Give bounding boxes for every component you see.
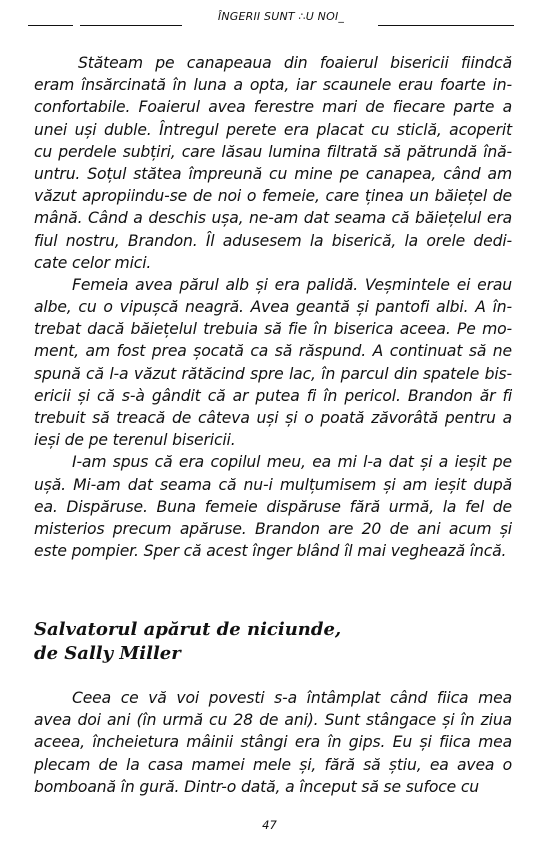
text-line: plecam de la casa mamei mele și, fără să știu, ea avea o bbox=[34, 755, 512, 774]
text-line: bomboană în gură. Dintr-o dată, a început să se sufoce cu bbox=[34, 777, 480, 796]
text-line: spună că l-a văzut rătăcind spre lac, în parcul din spatele bis- bbox=[34, 364, 512, 383]
text-line: trebat dacă băiețelul trebuia să fie în biserica aceea. Pe mo- bbox=[34, 320, 512, 339]
text-line: este pompier. Sper că acest înger blând îl mai veghează încă. bbox=[34, 542, 507, 561]
page-number: 47 bbox=[262, 818, 277, 832]
running-header-title: ÎNGERII SUNT ∴U NOI_ bbox=[217, 10, 345, 23]
text-line: avea doi ani (în urmă cu 28 de ani). Sunt stângace și în ziua bbox=[34, 711, 512, 730]
header-rule-left-long bbox=[80, 25, 182, 26]
header-rule-left-short bbox=[28, 25, 73, 26]
text-line: aceea, încheietura mâinii stângi era în gips. Eu și fiica mea bbox=[34, 733, 512, 752]
section-heading-author: de Sally Miller bbox=[34, 643, 181, 664]
paragraph bbox=[34, 687, 512, 798]
paragraph bbox=[34, 52, 512, 274]
paragraph bbox=[34, 274, 512, 452]
text-line: văzut apropiindu-se de noi o femeie, care ținea un băiețel de bbox=[34, 187, 512, 206]
text-line: albe, cu o vipușcă neagră. Avea geantă și pantofi albi. A în- bbox=[34, 298, 512, 317]
header-rule-right bbox=[378, 25, 514, 26]
text-line: cate celor mici. bbox=[34, 253, 152, 272]
text-line: trebuit să treacă de câteva uși și o poată zăvorâtă pentru a bbox=[34, 409, 512, 427]
text-line: misterios precum apăruse. Brandon are 20 de ani acum și bbox=[34, 519, 512, 538]
story-text-first bbox=[34, 52, 512, 562]
text-line: ieși de pe terenul bisericii. bbox=[34, 431, 236, 450]
text-line: ea. Dispăruse. Buna femeie dispăruse fără urmă, la fel de bbox=[34, 497, 512, 516]
text-line: unei uși duble. Întregul perete era placat cu sticlă, acoperit bbox=[34, 120, 512, 139]
text-line: I-am spus că era copilul meu, ea mi l-a dat și a ieșit pe bbox=[72, 453, 512, 472]
text-line: untru. Soțul stătea împreună cu mine pe canapea, când am bbox=[34, 164, 512, 183]
text-line: fiul nostru, Brandon. Îl adusesem la biserică, la orele dedi- bbox=[34, 231, 512, 250]
paragraph bbox=[34, 451, 512, 562]
text-line: ușă. Mi-am dat seama că nu-i mulțumisem și am ieșit după bbox=[34, 475, 512, 494]
text-line: cu perdele subțiri, care lăsau lumina filtrată să pătrundă înă- bbox=[34, 142, 512, 161]
text-line: ment, am fost prea șocată ca să răspund. A continuat să ne bbox=[34, 342, 512, 361]
text-line: Femeia avea părul alb și era palidă. Veșmintele ei erau bbox=[72, 275, 512, 294]
text-line: Ceea ce vă voi povesti s-a întâmplat când fiica mea bbox=[72, 689, 512, 707]
text-line: mână. Când a deschis ușa, ne-am dat seama că băiețelul era bbox=[34, 209, 512, 228]
section-heading bbox=[34, 618, 512, 666]
running-header bbox=[28, 6, 514, 32]
text-line: ericii și că s-à gândit că ar putea fi în pericol. Brandon ăr fi bbox=[34, 386, 512, 405]
section-heading-title: Salvatorul apărut de niciunde, bbox=[34, 619, 342, 640]
story-text-second bbox=[34, 687, 512, 798]
text-line: Stăteam pe canapeaua din foaierul bisericii fiindcă bbox=[78, 54, 512, 72]
text-line: eram însărcinată în luna a opta, iar scaunele erau foarte in- bbox=[34, 76, 512, 95]
text-line: confortabile. Foaierul avea ferestre mari de fiecare parte a bbox=[34, 98, 512, 117]
